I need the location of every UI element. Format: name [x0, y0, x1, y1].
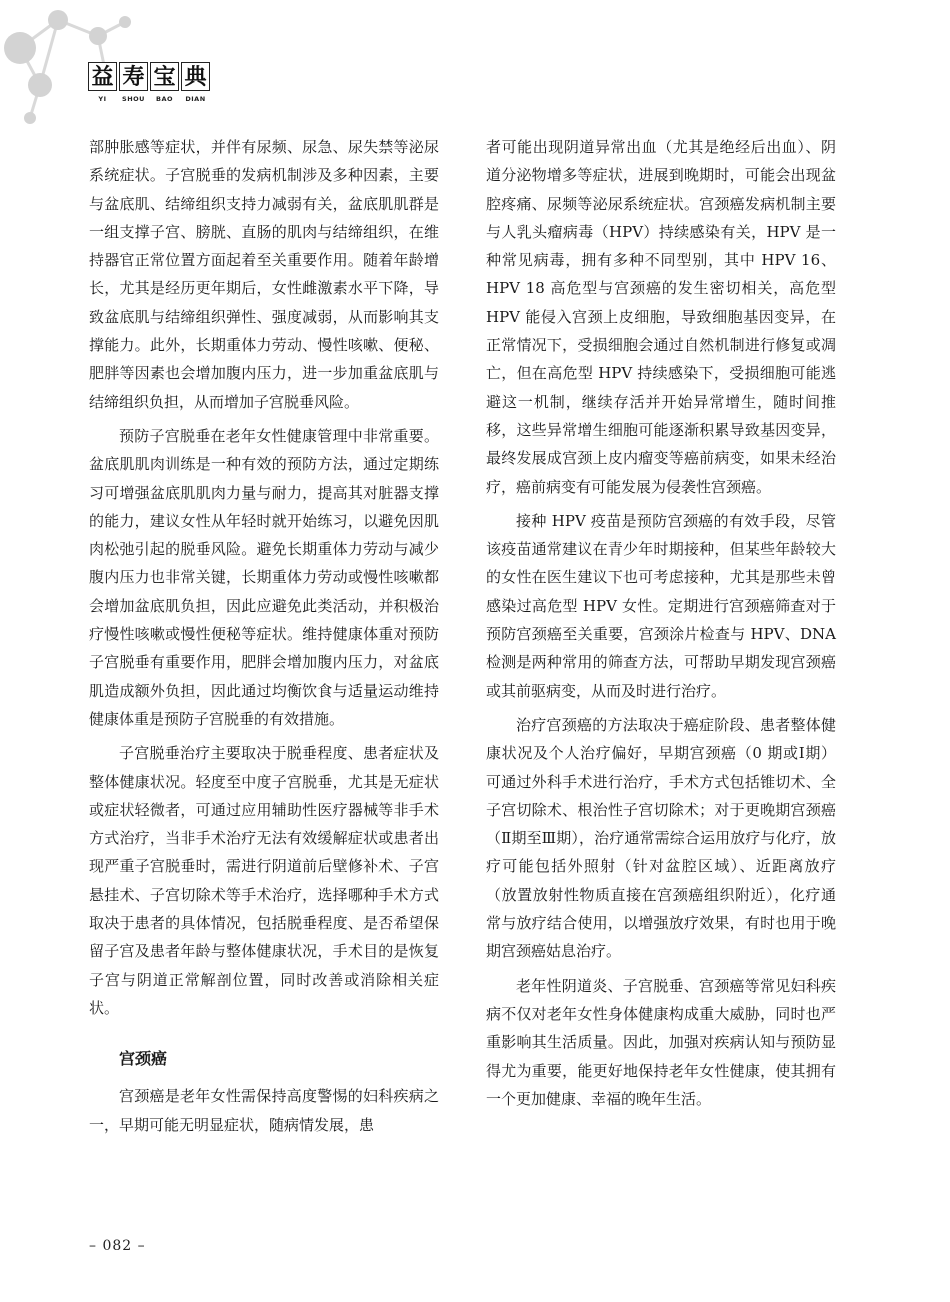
logo-pinyin: BAO [155, 95, 173, 103]
right-column [486, 133, 836, 1113]
logo-pinyin: YI [98, 95, 107, 103]
left-column [89, 133, 439, 1139]
paragraph: 者可能出现阴道异常出血（尤其是绝经后出血）、阴道分泌物增多等症状，进展到晚期时，可能会出现盆腔疼痛、尿频等泌尿系统症状。宫颈癌发病机制主要与人乳头瘤病毒（HPV）持续感染有关，HPV 是一种常见病毒，拥有多种不同型别，其中 HPV 16、HPV 18 高危型与宫颈癌的发生密切相关，高危型 HPV 能侵入宫颈上皮细胞，导致细胞基因变异，在正常情况下，受损细胞会通过自然机制进行修复或凋亡，但在高危型 HPV 持续感染下，受损细胞可能逃避这一机制，继续存活并开始异常增生，随时间推移，这些异常增生细胞可能逐渐积累导致基因变异，最终发展成宫颈上皮内瘤变等癌前病变，如果未经治疗，癌前病变有可能发展为侵袭性宫颈癌。 [486, 138, 836, 496]
paragraph: 接种 HPV 疫苗是预防宫颈癌的有效手段，尽管该疫苗通常建议在青少年时期接种，但某些年龄较大的女性在医生建议下也可考虑接种，尤其是那些未曾感染过高危型 HPV 女性。定期进行宫颈癌筛查对于预防宫颈癌至关重要，宫颈涂片检查与 HPV、DNA 检测是两种常用的筛查方法，可帮助早期发现宫颈癌或其前驱病变，从而及时进行治疗。 [486, 511, 836, 700]
logo-char: 典 [181, 62, 210, 91]
paragraph: 治疗宫颈癌的方法取决于癌症阶段、患者整体健康状况及个人治疗偏好，早期宫颈癌（0 期或Ⅰ期）可通过外科手术进行治疗，手术方式包括锥切术、全子宫切除术、根治性子宫切除术；对于更晚期宫颈癌（Ⅱ期至Ⅲ期），治疗通常需综合运用放疗与化疗，放疗可能包括外照射（针对盆腔区域）、近距离放疗（放置放射性物质直接在宫颈癌组织附近），化疗通常与放疗结合使用，以增强放疗效果，有时也用于晚期宫颈癌姑息治疗。 [486, 715, 836, 961]
logo-char: 寿 [119, 62, 148, 91]
logo-char: 益 [88, 62, 117, 91]
logo-pinyin: SHOU [122, 95, 145, 103]
section-heading: 宫颈癌 [119, 1049, 168, 1069]
paragraph: 预防子宫脱垂在老年女性健康管理中非常重要。盆底肌肌肉训练是一种有效的预防方法，通过定期练习可增强盆底肌肌肉力量与耐力，提高其对脏器支撑的能力，建议女性从年轻时就开始练习，以避免因肌肉松弛引起的脱垂风险。避免长期重体力劳动与减少腹内压力也非常关键，长期重体力劳动或慢性咳嗽都会增加盆底肌负担，因此应避免此类活动，并积极治疗慢性咳嗽或慢性便秘等症状。维持健康体重对预防子宫脱垂有重要作用，肥胖会增加腹内压力，对盆底肌造成额外负担，因此通过均衡饮食与适量运动维持健康体重是预防子宫脱垂的有效措施。 [89, 426, 439, 728]
publication-logo [88, 62, 210, 103]
paragraph: 宫颈癌是老年女性需保持高度警惕的妇科疾病之一，早期可能无明显症状，随病情发展，患 [89, 1087, 439, 1134]
logo-char: 宝 [150, 62, 179, 91]
paragraph: 子宫脱垂治疗主要取决于脱垂程度、患者症状及整体健康状况。轻度至中度子宫脱垂，尤其是无症状或症状轻微者，可通过应用辅助性医疗器械等非手术方式治疗，当非手术治疗无法有效缓解症状或患者出现严重子宫脱垂时，需进行阴道前后壁修补术、子宫悬挂术、子宫切除术等手术治疗，选择哪种手术方式取决于患者的具体情况，包括脱垂程度、是否希望保留子宫及患者年龄与整体健康状况，手术目的是恢复子宫与阴道正常解剖位置，同时改善或消除相关症状。 [89, 744, 439, 1017]
page-number: – 082 – [89, 1238, 146, 1254]
paragraph: 老年性阴道炎、子宫脱垂、宫颈癌等常见妇科疾病不仅对老年女性身体健康构成重大威胁，同时也严重影响其生活质量。因此，加强对疾病认知与预防显得尤为重要，能更好地保持老年女性健康，使其拥有一个更加健康、幸福的晚年生活。 [486, 976, 836, 1108]
paragraph: 部肿胀感等症状，并伴有尿频、尿急、尿失禁等泌尿系统症状。子宫脱垂的发病机制涉及多种因素，主要与盆底肌、结缔组织支持力减弱有关，盆底肌肌群是一组支撑子宫、膀胱、直肠的肌肉与结缔组织，在维持器官正常位置方面起着至关重要作用。随着年龄增长，尤其是经历更年期后，女性雌激素水平下降，导致盆底肌与结缔组织弹性、强度减弱，从而影响其支撑能力。此外，长期重体力劳动、慢性咳嗽、便秘、肥胖等因素也会增加腹内压力，进一步加重盆底肌与结缔组织负担，从而增加子宫脱垂风险。 [89, 138, 439, 411]
logo-pinyin: DIAN [185, 95, 206, 103]
